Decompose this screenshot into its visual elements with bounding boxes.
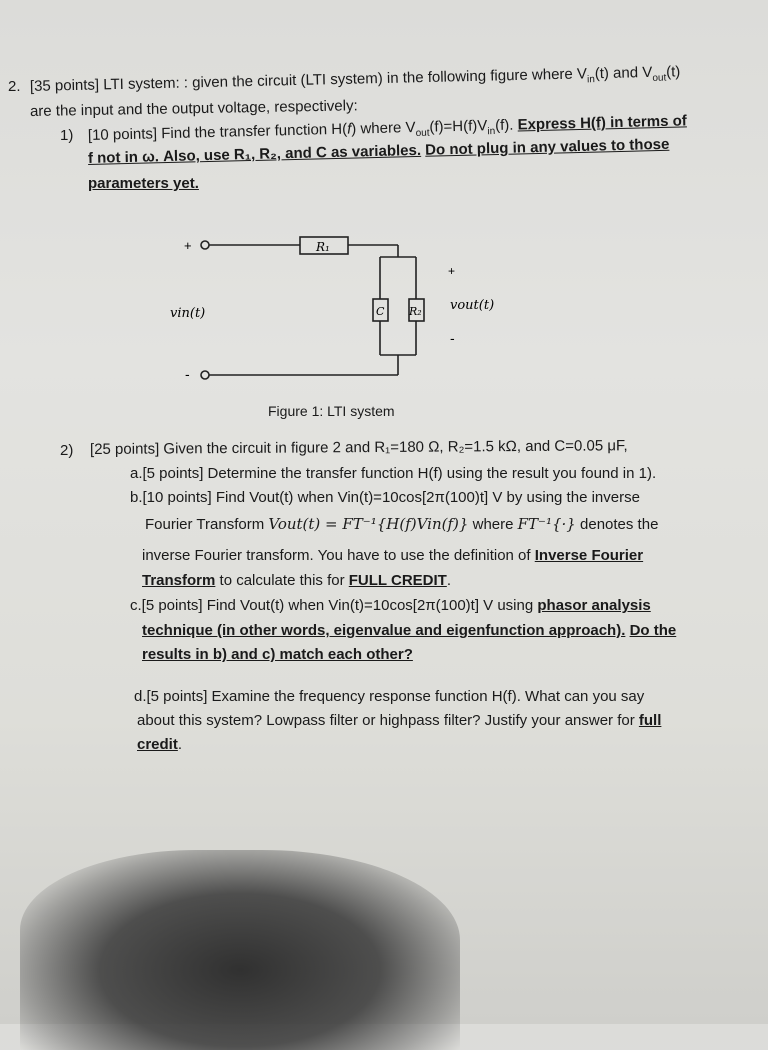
question-intro-line2: are the input and the output voltage, respectively: <box>29 97 358 120</box>
output-plus-label: + <box>448 264 456 278</box>
b2-post: denotes the <box>580 516 659 533</box>
sub-out: out <box>652 72 667 84</box>
part2-c-line1 <box>130 597 651 615</box>
intro-text: [35 points] LTI system: : given the circuit (LTI system) in the following figure where V <box>29 65 588 95</box>
part2-b-line3 <box>142 547 643 565</box>
b3-underlined: Inverse Fourier <box>534 547 644 564</box>
b2-ft: FT⁻¹{·} <box>517 515 576 533</box>
figure-caption: Figure 1: LTI system <box>268 403 395 419</box>
input-minus-label: - <box>185 366 190 382</box>
r1-label: R₁ <box>316 240 330 254</box>
part1-number: 1) <box>60 127 74 144</box>
part1-text-d: (f). <box>494 116 514 135</box>
b4-full-credit: FULL CREDIT <box>348 572 447 589</box>
part2-c-line3 <box>142 646 413 664</box>
c3-underlined: results in b) and c) match each other? <box>142 646 413 663</box>
question-intro-line1 <box>30 63 681 102</box>
part1-line2-a: f not in ω. Also, use R₁, R₂, and C as variables. <box>87 141 422 167</box>
b4-end: . <box>446 572 451 589</box>
part2-d-line3 <box>137 736 182 754</box>
b3-text: inverse Fourier transform. You have to use the definition of <box>142 547 531 564</box>
d2-full: full <box>638 712 662 729</box>
part2-number: 2) <box>60 442 74 459</box>
r2-label: R₂ <box>409 305 422 318</box>
circuit-diagram <box>170 225 530 395</box>
part2-b-line4 <box>142 572 451 590</box>
input-minus-terminal <box>201 371 209 379</box>
part1-sub-in: in <box>487 126 496 138</box>
d2-text: about this system? Lowpass filter or highpass filter? Justify your answer for <box>137 712 635 729</box>
part1-text-b: ) where V <box>351 118 416 138</box>
part1-text-a: [10 points] Find the transfer function H( <box>87 120 348 144</box>
part1-express: Express H(f) in terms of <box>517 112 687 134</box>
intro-text-t: (t) and V <box>594 63 653 83</box>
part2-b-line2 <box>145 515 658 534</box>
b4-text: to calculate this for <box>219 572 345 589</box>
b2-mid: where <box>472 516 514 533</box>
part2-b-line1: b.[10 points] Find Vout(t) when Vin(t)=10cos[2π(100)t] V by using the inverse <box>130 489 640 506</box>
b2-formula: Vout(t) = FT⁻¹{H(f)Vin(f)} <box>268 515 469 533</box>
part2-a: a.[5 points] Determine the transfer function H(f) using the result you found in 1). <box>130 465 657 482</box>
vout-label: vout(t) <box>450 298 495 313</box>
sub-in: in <box>586 74 596 86</box>
b2-pre: Fourier Transform <box>145 516 265 533</box>
part2-d-line2 <box>137 712 661 730</box>
part1-text-c: (f)=H(f)V <box>429 117 488 136</box>
c-label: C <box>376 305 385 318</box>
part1-line2-b: Do not plug in any values to those <box>424 135 670 159</box>
c2-underlined: technique (in other words, eigenvalue and eigenfunction approach). <box>142 622 626 639</box>
question-number: 2. <box>8 78 21 95</box>
hand-shadow <box>20 850 460 1050</box>
vin-label: vin(t) <box>170 306 206 321</box>
part1-sub-out: out <box>415 127 430 139</box>
d3-credit: credit <box>137 736 178 753</box>
c1-text: c.[5 points] Find Vout(t) when Vin(t)=10cos[2π(100)t] V using <box>130 597 534 614</box>
c2-do-the: Do the <box>629 622 677 639</box>
part1-f: f <box>346 120 352 138</box>
b4-underlined: Transform <box>142 572 216 589</box>
part2-line1: [25 points] Given the circuit in figure 2 and R₁=180 Ω, R₂=1.5 kΩ, and C=0.05 μF, <box>89 437 628 458</box>
part2-c-line2 <box>142 622 676 640</box>
part1-line3 <box>88 175 199 193</box>
d3-end: . <box>177 736 183 753</box>
input-plus-terminal <box>201 241 209 249</box>
output-minus-label: - <box>450 330 455 346</box>
c1-underlined: phasor analysis <box>537 597 651 614</box>
intro-text-end: (t) <box>665 63 681 81</box>
part2-d-line1: d.[5 points] Examine the frequency response function H(f). What can you say <box>134 688 645 705</box>
input-plus-label: + <box>184 238 192 253</box>
part1-line3-text: parameters yet. <box>88 175 199 192</box>
